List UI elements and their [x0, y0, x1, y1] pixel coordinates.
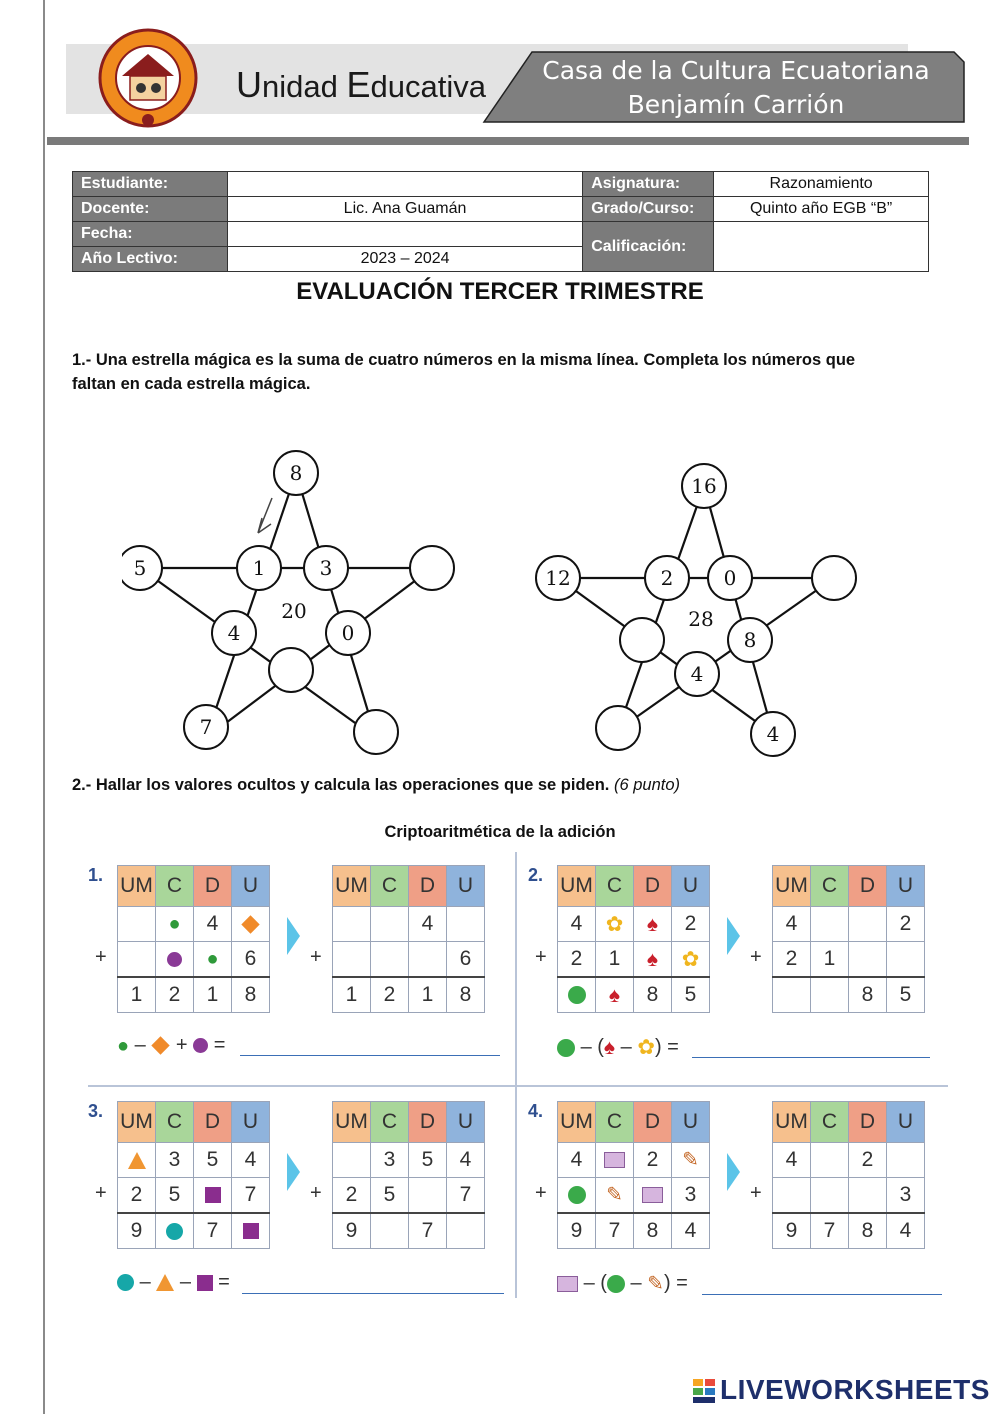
- star2-inner-tr-value: 0: [723, 566, 737, 590]
- plus-sign: +: [750, 1182, 762, 1204]
- answer-cell[interactable]: [409, 942, 447, 978]
- header-um: UM: [558, 1102, 596, 1143]
- purple-dot-icon: [193, 1038, 208, 1053]
- grid-cell: 5: [409, 1143, 447, 1178]
- problem-2-answer-line[interactable]: [692, 1057, 930, 1058]
- header-d: D: [409, 866, 447, 907]
- problem-2-expression: – (♠ – ✿) =: [557, 1036, 679, 1059]
- grid-cell: 4: [773, 1143, 811, 1178]
- header-d: D: [194, 866, 232, 907]
- grid-cell: 7: [409, 1213, 447, 1249]
- grid-cell: 5: [156, 1178, 194, 1214]
- question-1-text: 1.- Una estrella mágica es la suma de cuatro números en la misma línea. Completa los números que faltan en cada estrella mágica.: [72, 351, 856, 393]
- answer-cell[interactable]: [811, 977, 849, 1013]
- grid-cell: [558, 1178, 596, 1214]
- answer-cell[interactable]: [887, 942, 925, 978]
- grid-cell: [232, 1213, 270, 1249]
- magic-star-2: [530, 462, 870, 762]
- exam-title: EVALUACIÓN TERCER TRIMESTRE: [296, 278, 704, 305]
- answer-cell[interactable]: [409, 1178, 447, 1214]
- grid-cell: [596, 1143, 634, 1178]
- star1-left-value: 5: [133, 556, 147, 580]
- question-2-text: 2.- Hallar los valores ocultos y calcula las operaciones que se piden. (6 punto): [72, 776, 681, 794]
- header-u: U: [672, 1102, 710, 1143]
- answer-cell[interactable]: [811, 907, 849, 942]
- grid-cell: [596, 907, 634, 942]
- grid-cell: [118, 907, 156, 942]
- date-label: Fecha:: [73, 222, 228, 247]
- school-seal-logo: [96, 28, 202, 132]
- header-um: UM: [333, 866, 371, 907]
- spade-icon: ♠: [608, 983, 621, 1007]
- grid-cell: 1: [811, 942, 849, 978]
- grid-cell: 5: [672, 977, 710, 1013]
- subject-value: Razonamiento: [714, 172, 929, 197]
- problem-1-number: 1.: [88, 865, 104, 885]
- grid-cell: 8: [634, 977, 672, 1013]
- header-u: U: [447, 1102, 485, 1143]
- problem-4-answer-grid: [772, 1101, 925, 1249]
- header-c: C: [811, 866, 849, 907]
- purple-square-icon: [197, 1275, 213, 1291]
- grid-cell: 3: [156, 1143, 194, 1178]
- teal-dot-icon: [166, 1223, 183, 1240]
- header-um: UM: [333, 1102, 371, 1143]
- panel-vertical-divider: [515, 852, 517, 1298]
- header-d: D: [409, 1102, 447, 1143]
- orange-diamond-icon: [241, 915, 259, 933]
- problem-3-grid: [117, 1101, 270, 1249]
- grid-cell: 9: [558, 1213, 596, 1249]
- grid-cell: 4: [447, 1143, 485, 1178]
- purple-square-icon: [243, 1223, 259, 1239]
- grid-cell: 4: [773, 907, 811, 942]
- answer-cell[interactable]: [849, 1178, 887, 1214]
- subject-label: Asignatura:: [583, 172, 714, 197]
- star2-top-value: 16: [691, 474, 717, 498]
- arrow-icon: [727, 917, 740, 955]
- plus-sign: +: [310, 1182, 322, 1204]
- plus-sign: +: [310, 946, 322, 968]
- student-info-table: [72, 171, 929, 272]
- grid-cell: 4: [409, 907, 447, 942]
- header-u: U: [447, 866, 485, 907]
- grid-cell: 2: [156, 977, 194, 1013]
- teacher-label: Docente:: [73, 197, 228, 222]
- grid-cell: [232, 907, 270, 942]
- grid-cell: [634, 1178, 672, 1214]
- plus-sign: +: [535, 946, 547, 968]
- answer-cell[interactable]: [447, 1213, 485, 1249]
- grid-cell: 1: [409, 977, 447, 1013]
- grid-cell: 1: [118, 977, 156, 1013]
- answer-cell[interactable]: [773, 1178, 811, 1214]
- answer-cell[interactable]: [811, 1178, 849, 1214]
- header-u: U: [672, 866, 710, 907]
- problem-4-grid: [557, 1101, 710, 1249]
- apple-icon: ●: [168, 913, 181, 936]
- green-dot-icon: [557, 1039, 575, 1057]
- apple-icon: ●: [206, 948, 219, 971]
- problem-4-expression: – ( – ✎) =: [557, 1272, 688, 1295]
- grid-cell: 2: [773, 942, 811, 978]
- green-dot-icon: [607, 1275, 625, 1293]
- school-name-line1: Casa de la Cultura Ecuatoriana: [542, 56, 930, 85]
- header-c: C: [811, 1102, 849, 1143]
- grid-cell: 2: [118, 1178, 156, 1214]
- grade-value: Quinto año EGB “B”: [714, 197, 929, 222]
- problem-3-expression: – – =: [117, 1271, 230, 1294]
- grid-cell: 6: [447, 942, 485, 978]
- problem-1-answer-grid: [332, 865, 485, 1013]
- grid-cell: 7: [447, 1178, 485, 1214]
- score-label: Calificación:: [583, 222, 714, 272]
- spade-icon: ♠: [603, 1036, 616, 1060]
- envelope-icon: [642, 1187, 663, 1203]
- answer-cell[interactable]: [849, 942, 887, 978]
- green-dot-icon: [568, 1186, 586, 1204]
- grid-cell: 7: [596, 1213, 634, 1249]
- grid-cell: [156, 942, 194, 978]
- grid-cell: [118, 942, 156, 978]
- grid-cell: 5: [887, 977, 925, 1013]
- problem-1-expression: ● – + =: [117, 1034, 226, 1057]
- plus-sign: +: [95, 946, 107, 968]
- grid-cell: 1: [596, 942, 634, 978]
- liveworksheets-logo-icon: [693, 1379, 715, 1403]
- cryptarithm-subtitle: Criptoaritmética de la adición: [384, 823, 616, 841]
- star1-inner-r-value: 0: [341, 621, 355, 645]
- grid-cell: 2: [333, 1178, 371, 1214]
- star2-bottom-right-value: 4: [766, 722, 780, 746]
- star1-center-sum: 20: [281, 599, 307, 623]
- arrow-icon: [727, 1153, 740, 1191]
- header-u: U: [887, 1102, 925, 1143]
- header-d: D: [634, 1102, 672, 1143]
- grid-cell: [596, 977, 634, 1013]
- grid-cell: 9: [118, 1213, 156, 1249]
- grid-cell: 4: [672, 1213, 710, 1249]
- grid-cell: [634, 907, 672, 942]
- answer-cell[interactable]: [333, 1143, 371, 1178]
- problem-4-number: 4.: [528, 1101, 544, 1121]
- grid-cell: [194, 942, 232, 978]
- grid-cell: 4: [558, 907, 596, 942]
- plus-sign: +: [535, 1182, 547, 1204]
- grid-cell: 8: [849, 1213, 887, 1249]
- flower-icon: ✿: [605, 912, 624, 936]
- envelope-icon: [557, 1276, 578, 1292]
- answer-cell[interactable]: [371, 942, 409, 978]
- problem-4-answer-line[interactable]: [702, 1294, 942, 1295]
- panel-horizontal-divider: [88, 1085, 948, 1087]
- grid-cell: [558, 977, 596, 1013]
- plus-sign: +: [750, 946, 762, 968]
- grid-cell: 3: [672, 1178, 710, 1214]
- grid-cell: [156, 907, 194, 942]
- grid-cell: [672, 1143, 710, 1178]
- answer-cell[interactable]: [849, 907, 887, 942]
- spade-icon: ♠: [646, 912, 659, 936]
- school-name-banner: [482, 50, 966, 125]
- student-label: Estudiante:: [73, 172, 228, 197]
- header-um: UM: [118, 1102, 156, 1143]
- answer-cell[interactable]: [371, 907, 409, 942]
- grid-cell: [596, 1178, 634, 1214]
- year-value: 2023 – 2024: [227, 247, 582, 272]
- grid-cell: 4: [558, 1143, 596, 1178]
- grid-cell: 1: [194, 977, 232, 1013]
- grid-cell: 7: [811, 1213, 849, 1249]
- grid-cell: 6: [232, 942, 270, 978]
- header-d: D: [194, 1102, 232, 1143]
- grid-cell: 3: [887, 1178, 925, 1214]
- grid-cell: 8: [447, 977, 485, 1013]
- grid-cell: [634, 942, 672, 978]
- answer-cell[interactable]: [447, 907, 485, 942]
- header-u: U: [232, 866, 270, 907]
- header-c: C: [156, 1102, 194, 1143]
- spade-icon: ♠: [646, 947, 659, 971]
- grade-label: Grado/Curso:: [583, 197, 714, 222]
- star2-center-sum: 28: [688, 607, 714, 631]
- school-name-line2: Benjamín Carrión: [627, 90, 845, 119]
- star1-inner-tl-value: 1: [252, 556, 266, 580]
- star2-left-value: 12: [545, 566, 571, 590]
- answer-cell[interactable]: [887, 1143, 925, 1178]
- star2-inner-tl-value: 2: [660, 566, 674, 590]
- problem-3-number: 3.: [88, 1101, 104, 1121]
- purple-square-icon: [205, 1187, 221, 1203]
- apple-icon: ●: [117, 1034, 130, 1057]
- header-c: C: [371, 866, 409, 907]
- header-d: D: [634, 866, 672, 907]
- unidad-educativa-title: Unidad Educativa: [236, 64, 486, 105]
- grid-cell: 4: [194, 907, 232, 942]
- star2-inner-r-value: 8: [743, 628, 757, 652]
- header-c: C: [156, 866, 194, 907]
- grid-cell: [672, 942, 710, 978]
- purple-dot-icon: [167, 952, 182, 967]
- problem-1-answer-line[interactable]: [240, 1055, 500, 1056]
- grid-cell: 2: [887, 907, 925, 942]
- problem-2-grid: [557, 865, 710, 1013]
- star1-bottom-left-value: 7: [199, 715, 213, 739]
- grid-cell: 5: [371, 1178, 409, 1214]
- student-field[interactable]: [227, 172, 582, 197]
- answer-cell[interactable]: [773, 977, 811, 1013]
- grid-cell: 8: [232, 977, 270, 1013]
- problem-3-answer-line[interactable]: [242, 1293, 504, 1294]
- grid-cell: 4: [232, 1143, 270, 1178]
- teal-dot-icon: [117, 1274, 134, 1291]
- grid-cell: 2: [634, 1143, 672, 1178]
- answer-cell[interactable]: [371, 1213, 409, 1249]
- header-rule: [47, 137, 969, 145]
- star2-inner-b-value: 4: [690, 662, 704, 686]
- star1-top-value: 8: [289, 461, 303, 485]
- arrow-icon: [287, 917, 300, 955]
- pencil-icon: ✎: [606, 1184, 623, 1207]
- grid-cell: 3: [371, 1143, 409, 1178]
- flower-icon: ✿: [637, 1036, 655, 1060]
- pencil-icon: ✎: [647, 1272, 664, 1295]
- magic-star-1: [122, 448, 472, 766]
- grid-cell: 2: [371, 977, 409, 1013]
- grid-cell: 8: [849, 977, 887, 1013]
- teacher-value: Lic. Ana Guamán: [227, 197, 582, 222]
- plus-sign: +: [95, 1182, 107, 1204]
- year-label: Año Lectivo:: [73, 247, 228, 272]
- header-c: C: [596, 1102, 634, 1143]
- problem-2-answer-grid: [772, 865, 925, 1013]
- header-d: D: [849, 866, 887, 907]
- grid-cell: 7: [232, 1178, 270, 1214]
- header-um: UM: [558, 866, 596, 907]
- problem-3-answer-grid: [332, 1101, 485, 1249]
- answer-cell[interactable]: [333, 942, 371, 978]
- orange-triangle-icon: [128, 1152, 146, 1169]
- green-dot-icon: [568, 986, 586, 1004]
- grid-cell: [156, 1213, 194, 1249]
- header-c: C: [596, 866, 634, 907]
- grid-cell: 4: [887, 1213, 925, 1249]
- envelope-icon: [604, 1152, 625, 1168]
- grid-cell: 8: [634, 1213, 672, 1249]
- answer-cell[interactable]: [811, 1143, 849, 1178]
- header-um: UM: [118, 866, 156, 907]
- header-u: U: [232, 1102, 270, 1143]
- liveworksheets-brand: LIVEWORKSHEETS: [720, 1374, 990, 1405]
- problem-1-grid: [117, 865, 270, 1013]
- pencil-icon: ✎: [682, 1149, 699, 1172]
- grid-cell: 2: [672, 907, 710, 942]
- header-um: UM: [773, 1102, 811, 1143]
- header-um: UM: [773, 866, 811, 907]
- grid-cell: 2: [849, 1143, 887, 1178]
- flower-icon: ✿: [681, 947, 700, 971]
- grid-cell: [194, 1178, 232, 1214]
- orange-triangle-icon: [156, 1274, 174, 1291]
- problem-2-number: 2.: [528, 865, 544, 885]
- arrow-icon: [287, 1153, 300, 1191]
- star1-inner-l-value: 4: [227, 621, 241, 645]
- grid-cell: 1: [333, 977, 371, 1013]
- answer-cell[interactable]: [333, 907, 371, 942]
- left-margin-rule: [43, 0, 45, 1414]
- grid-cell: 9: [773, 1213, 811, 1249]
- grid-cell: 2: [558, 942, 596, 978]
- header-d: D: [849, 1102, 887, 1143]
- score-field[interactable]: [714, 222, 929, 272]
- date-field[interactable]: [227, 222, 582, 247]
- header-u: U: [887, 866, 925, 907]
- star1-inner-tr-value: 3: [319, 556, 333, 580]
- grid-cell: [118, 1143, 156, 1178]
- header-c: C: [371, 1102, 409, 1143]
- grid-cell: 7: [194, 1213, 232, 1249]
- grid-cell: 5: [194, 1143, 232, 1178]
- orange-diamond-icon: [152, 1037, 170, 1055]
- grid-cell: 9: [333, 1213, 371, 1249]
